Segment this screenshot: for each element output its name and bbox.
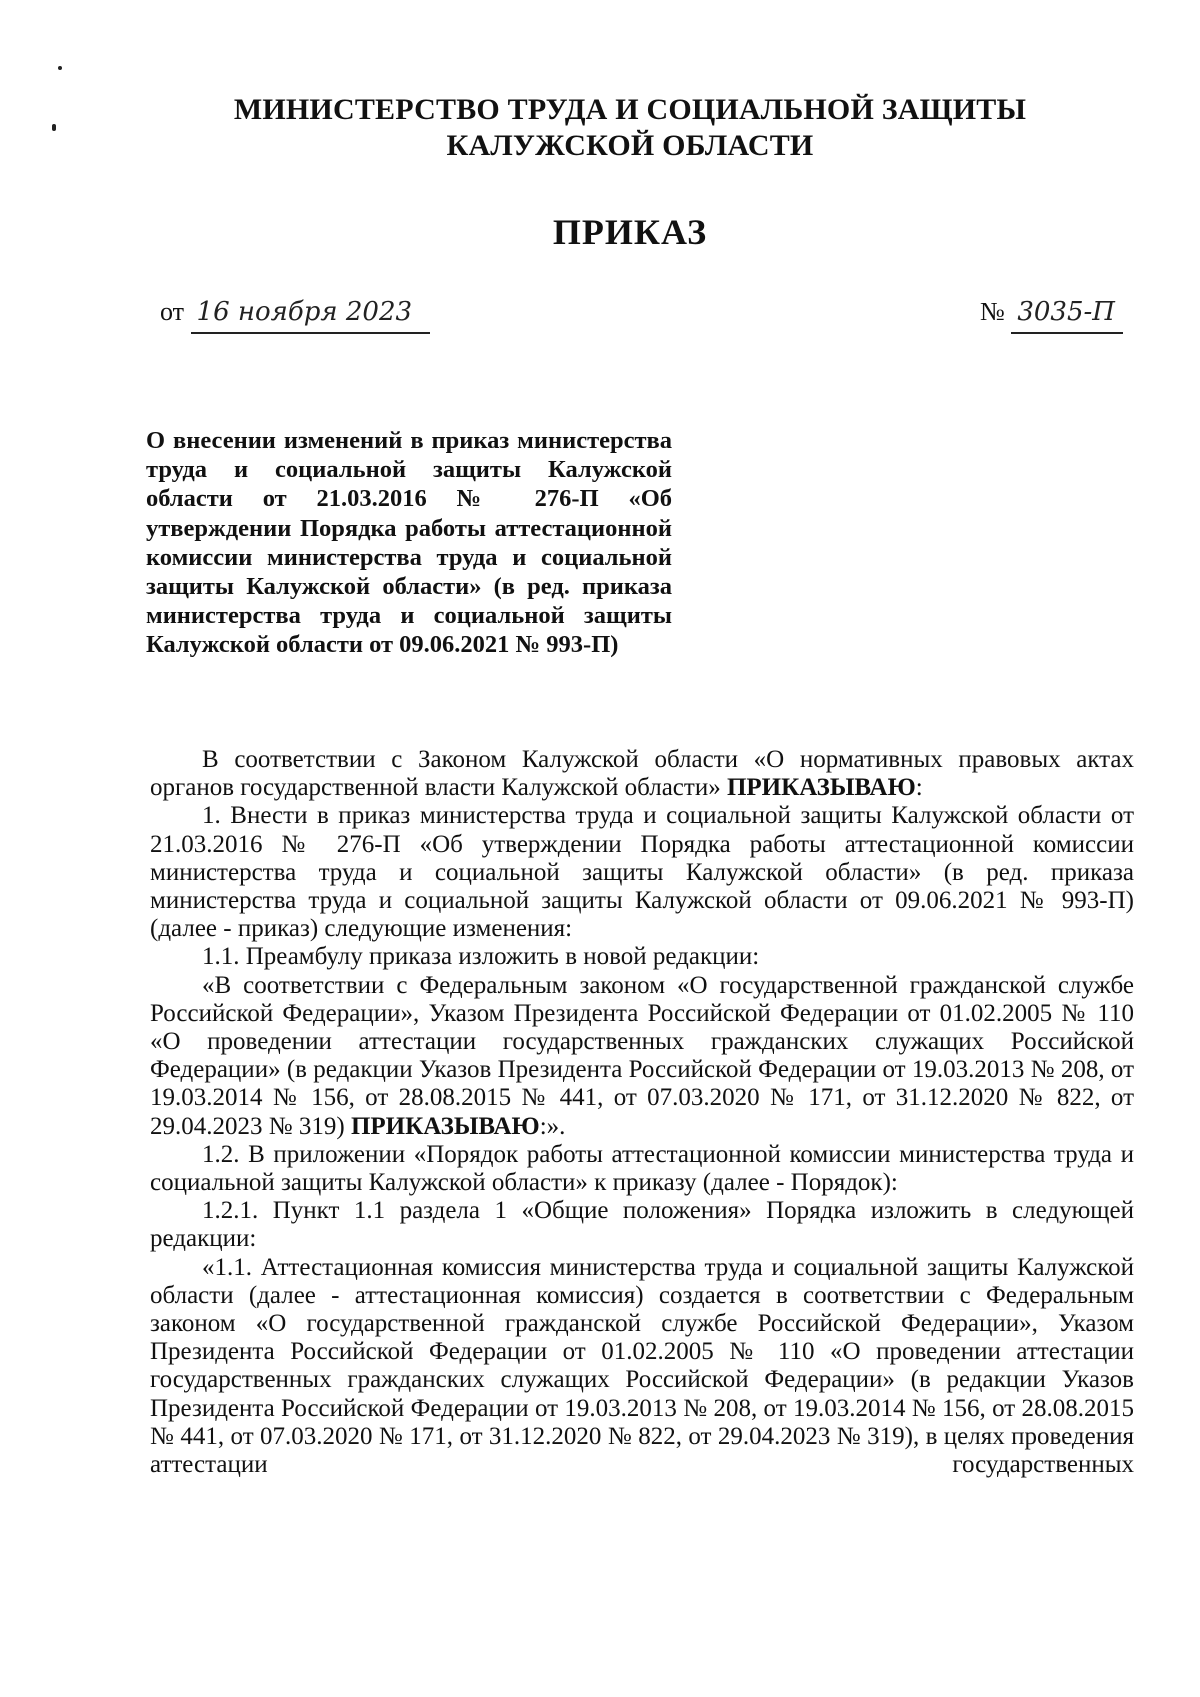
order-subject: О внесении изменений в приказ министерства труда и социальной защиты Калужской области от 21.03.2016 № 276-П «Об утверждении Порядка работы аттестационной комиссии министерства труда и социальной защиты Калужской области» (в ред. приказа министерства труда и социальной защиты Калужской области от 09.06.2021 № 993-П) xyxy=(146,427,672,659)
paragraph-new-1-1: «1.1. Аттестационная комиссия министерства труда и социальной защиты Калужской области (далее - аттестационная комиссия) создается в соответствии с Федеральным законом «О государственной гражданской службе Российской Федерации», Указом Президента Российской Федерации от 01.02.2005 № 110 «О проведении аттестации государственных гражданских служащих Российской Федерации» (в редакции Указов Президента Российской Федерации от 19.03.2013 № 208, от 19.03.2014 № 156, от 28.08.2015 № 441, от 07.03.2020 № 171, от 31.12.2020 № 822, от 29.04.2023 № 319), в целях проведения аттестации государственных xyxy=(150,1253,1134,1479)
paragraph-1-2-1: 1.2.1. Пункт 1.1 раздела 1 «Общие положения» Порядка изложить в следующей редакции: xyxy=(150,1197,1134,1253)
order-date xyxy=(160,292,430,334)
scan-speck xyxy=(58,66,62,70)
preamble-text: В соответствии с Законом Калужской области «О нормативных правовых актах органов государственной власти Калужской области» xyxy=(150,746,1134,802)
new-preamble-order-word: ПРИКАЗЫВАЮ xyxy=(350,1112,540,1140)
date-prefix: от xyxy=(160,297,185,326)
document-type: ПРИКАЗ xyxy=(552,212,708,252)
paragraph-1: 1. Внести в приказ министерства труда и социальной защиты Калужской области от 21.03.2016 № 276-П «Об утверждении Порядка работы аттестационной комиссии министерства труда и социальной защиты Калужской области» (в ред. приказа министерства труда и социальной защиты Калужской области от 09.06.2021 № 993-П) (далее - приказ) следующие изменения: xyxy=(150,802,1134,943)
order-number xyxy=(980,292,1123,334)
order-body xyxy=(150,746,1134,1479)
preamble-order-word: ПРИКАЗЫВАЮ xyxy=(726,774,916,802)
paragraph-preamble xyxy=(150,746,1134,802)
scan-speck xyxy=(52,124,56,131)
handwritten-date: 16 ноября 2023 xyxy=(191,292,430,334)
ministry-name-line2: КАЛУЖСКОЙ ОБЛАСТИ xyxy=(446,129,814,162)
ministry-name-line1: МИНИСТЕРСТВО ТРУДА И СОЦИАЛЬНОЙ ЗАЩИТЫ xyxy=(233,93,1027,126)
paragraph-1-1: 1.1. Преамбулу приказа изложить в новой редакции: xyxy=(202,943,760,971)
number-prefix: № xyxy=(980,297,1005,326)
new-preamble-text: «В соответствии с Федеральным законом «О государственной гражданской службе Российской Федерации», Указом Президента Российской Федерации от 01.02.2005 № 110 «О проведении аттестации государственных гражданских служащих Российской Федерации» (в редакции Указов Президента Российской Федерации от 19.03.2013 № 208, от 19.03.2014 № 156, от 28.08.2015 № 441, от 07.03.2020 № 171, от 31.12.2020 № 822, от 29.04.2023 № 319) xyxy=(150,971,1134,1140)
handwritten-number: 3035-П xyxy=(1011,292,1123,334)
ministry-name xyxy=(150,92,1110,164)
preamble-tail: : xyxy=(915,774,923,802)
new-preamble-tail: :». xyxy=(539,1112,566,1140)
paragraph-1-2: 1.2. В приложении «Порядок работы аттестационной комиссии министерства труда и социальной защиты Калужской области» к приказу (далее - Порядок): xyxy=(150,1140,1134,1197)
paragraph-new-preamble xyxy=(150,972,1134,1141)
